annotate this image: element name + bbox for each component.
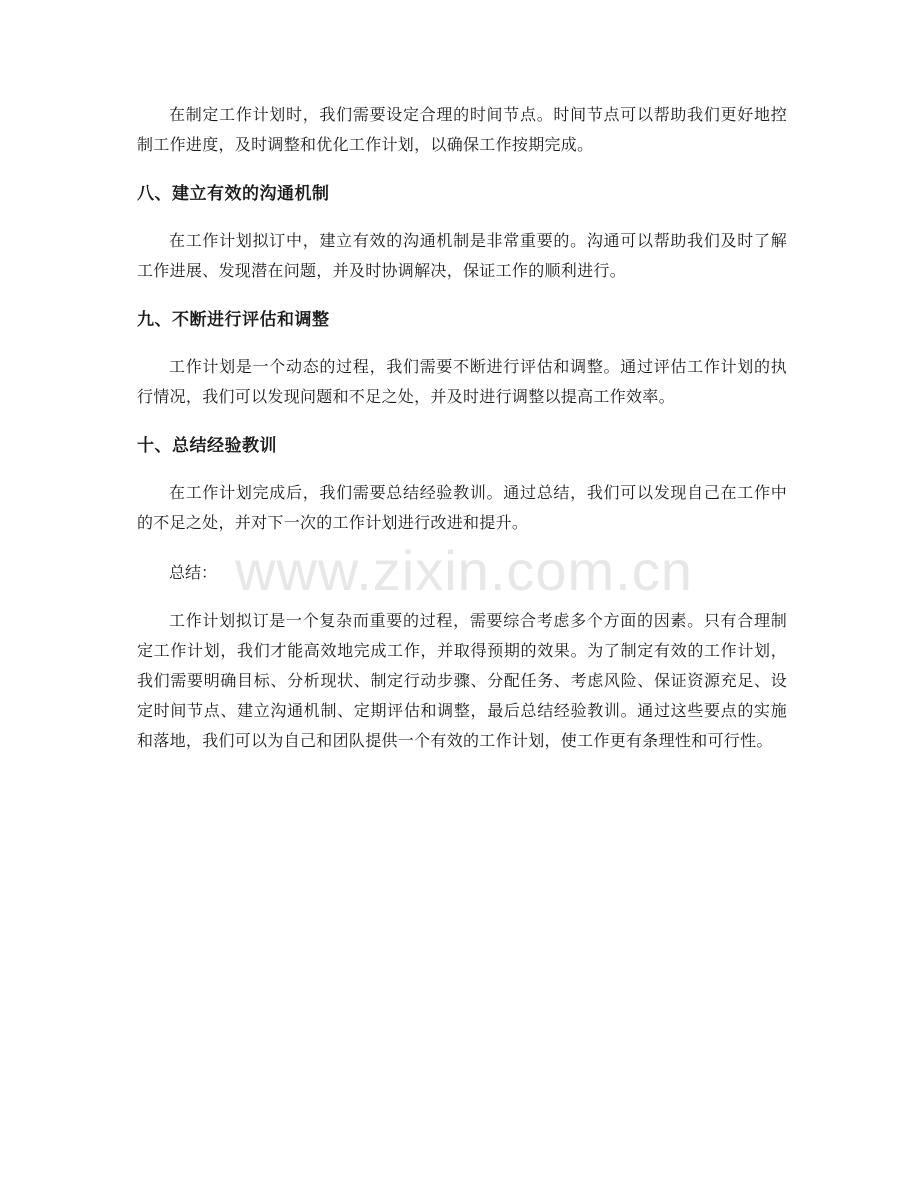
summary-label: 总结： [169,563,218,582]
paragraph-communication: 在工作计划拟订中，建立有效的沟通机制是非常重要的。沟通可以帮助我们及时了解工作进展、发现潜在问题，并及时协调解决，保证工作的顺利进行。 [137,231,787,280]
paragraph-time-nodes: 在制定工作计划时，我们需要设定合理的时间节点。时间节点可以帮助我们更好地控制工作进度，及时调整和优化工作计划，以确保工作按期完成。 [137,105,787,154]
watermark-text: www.zixin.com.cn [235,539,693,602]
paragraph-evaluation: 工作计划是一个动态的过程，我们需要不断进行评估和调整。通过评估工作计划的执行情况，我们可以发现问题和不足之处，并及时进行调整以提高工作效率。 [137,357,787,406]
paragraph-summary: 工作计划拟订是一个复杂而重要的过程，需要综合考虑多个方面的因素。只有合理制定工作计划，我们才能高效地完成工作，并取得预期的效果。为了制定有效的工作计划，我们需要明确目标、分析现状、制定行动步骤、分配任务、考虑风险、保证资源充足、设定时间节点、建立沟通机制、定期评估和调整，最后总结经验教训。通过这些要点的实施和落地，我们可以为自己和团队提供一个有效的工作计划，使工作更有条理性和可行性。 [137,611,787,750]
heading-communication: 八、建立有效的沟通机制 [137,184,330,204]
heading-evaluation: 九、不断进行评估和调整 [137,310,330,330]
heading-lessons: 十、总结经验教训 [137,436,277,456]
document-body [137,100,787,756]
paragraph-lessons: 在工作计划完成后，我们需要总结经验教训。通过总结，我们可以发现自己在工作中的不足之处，并对下一次的工作计划进行改进和提升。 [137,483,787,532]
